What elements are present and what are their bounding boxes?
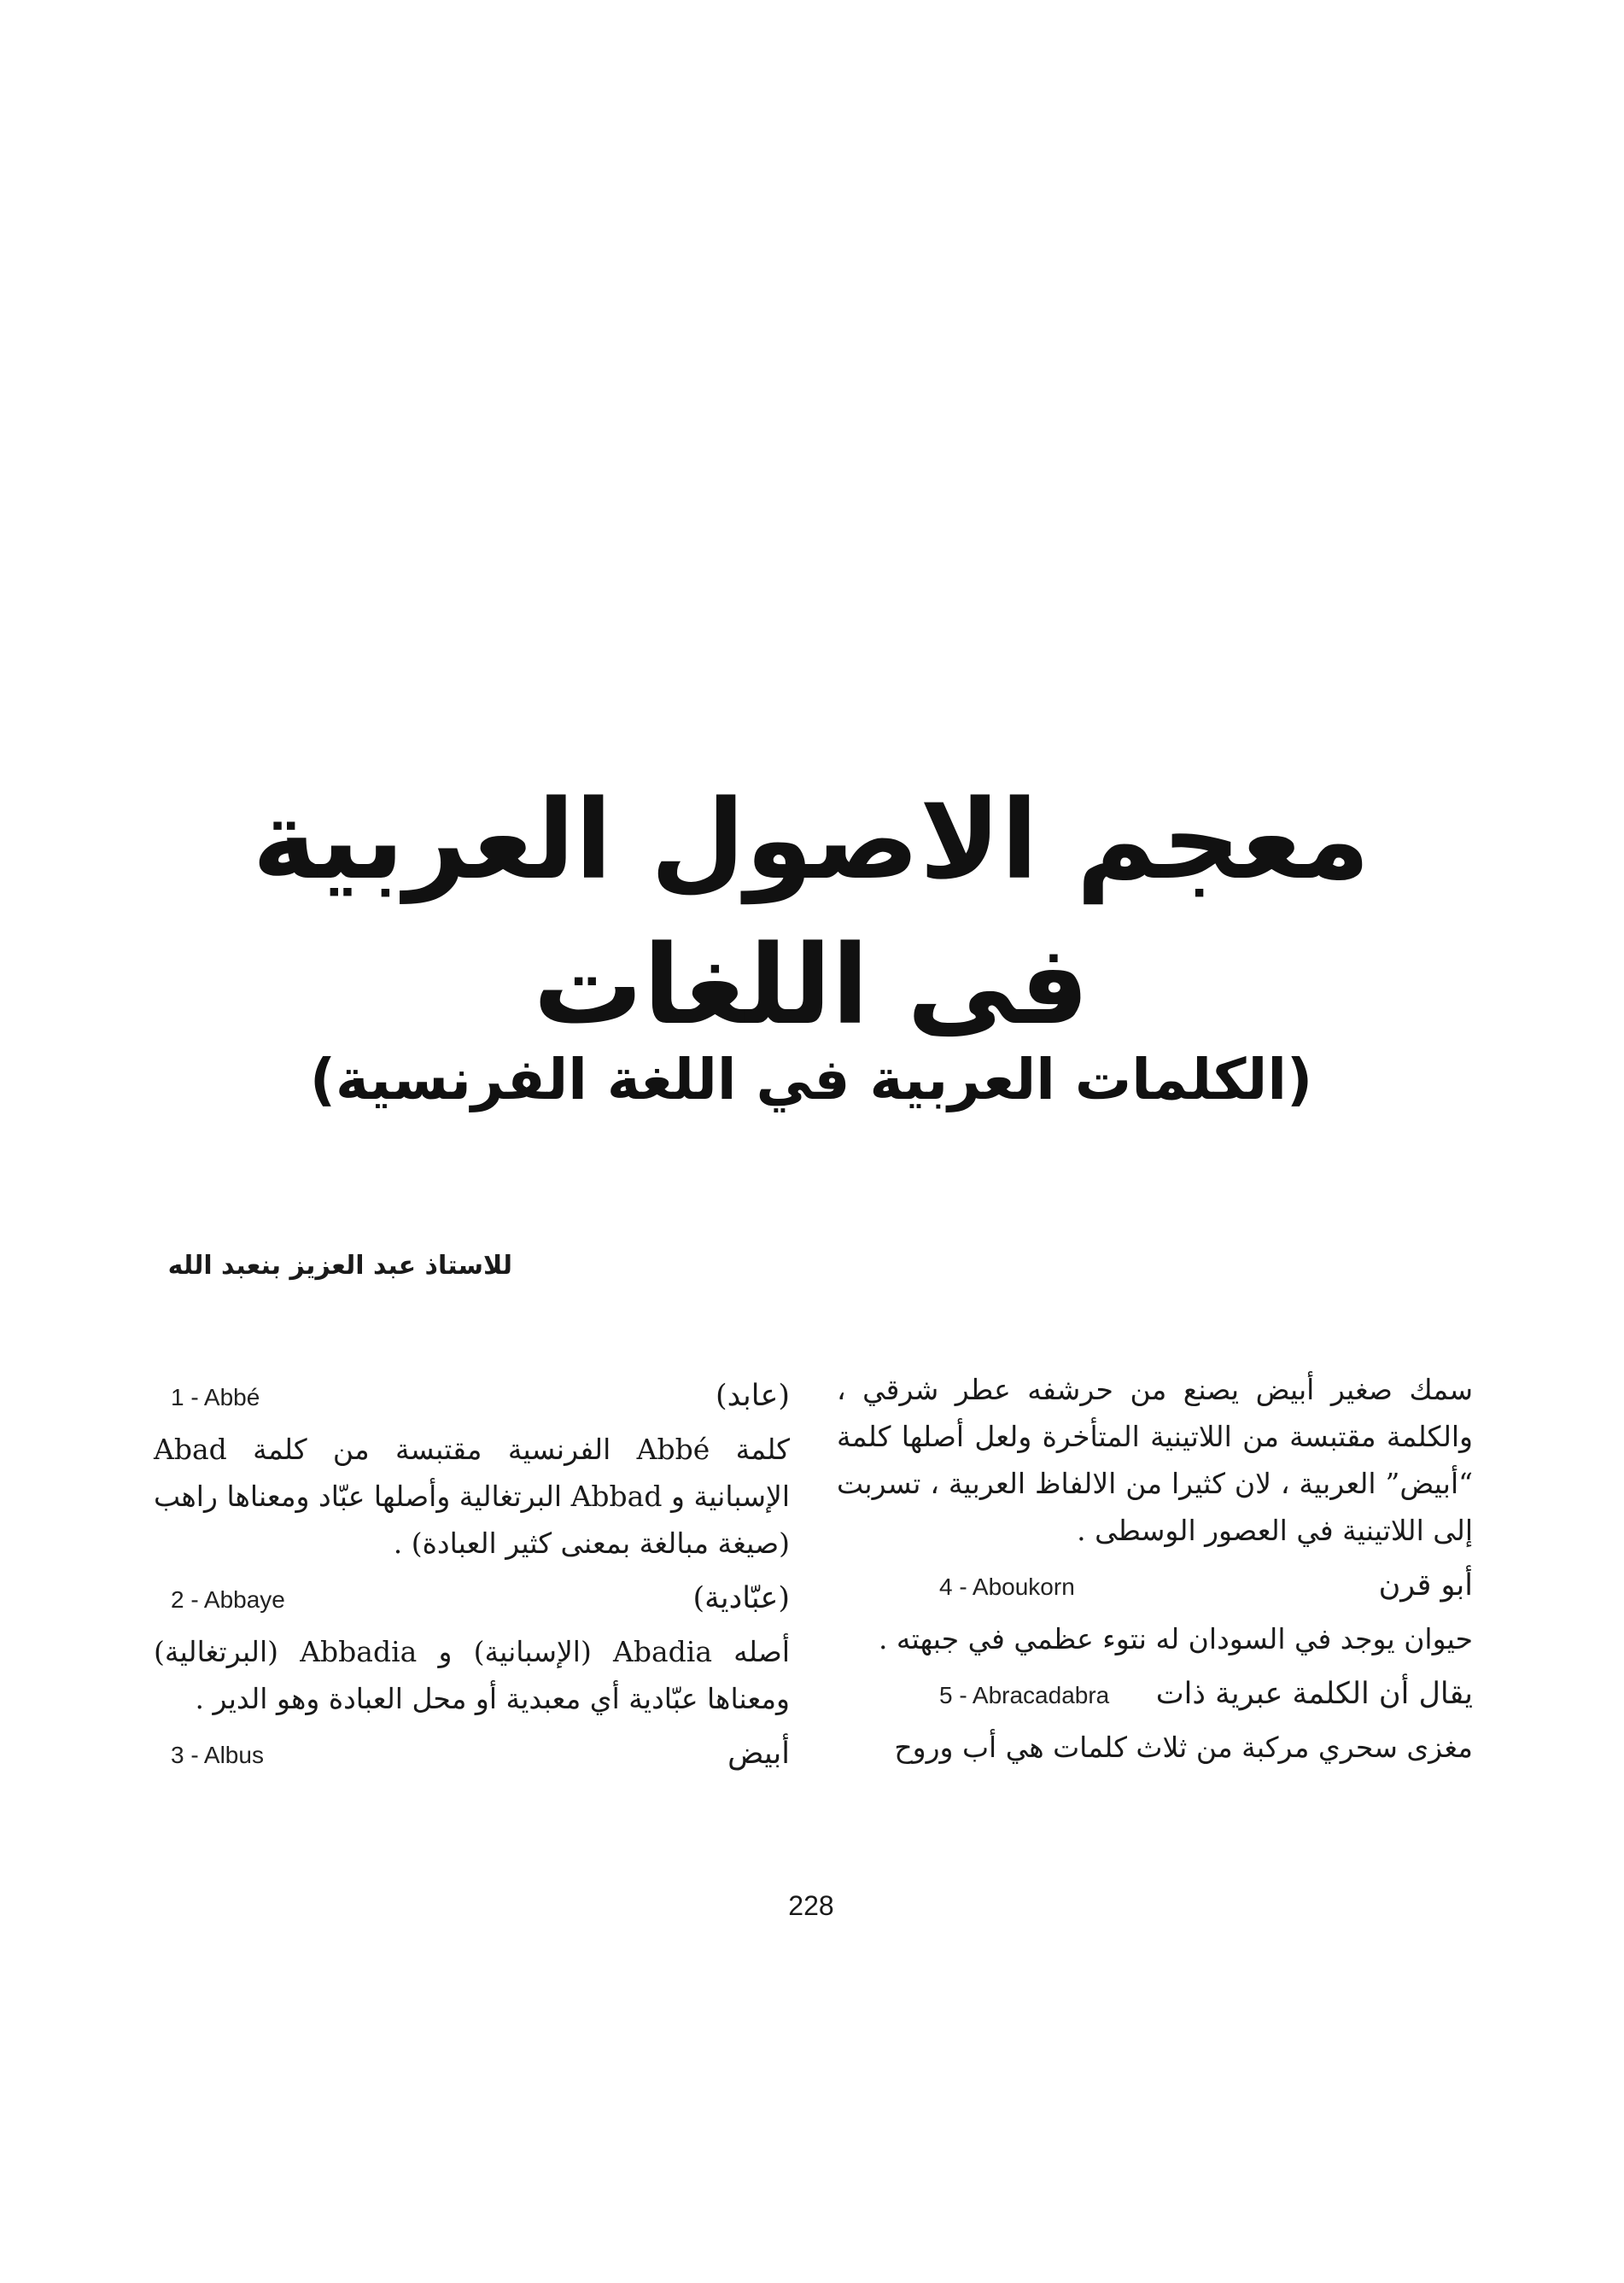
entry-5-latin: 5 - Abracadabra bbox=[939, 1682, 1110, 1708]
page-number: 228 bbox=[788, 1890, 834, 1921]
entry-4-arabic: أبو قرن bbox=[1378, 1568, 1473, 1603]
entry-2-heading bbox=[154, 1574, 790, 1625]
right-column bbox=[837, 1366, 1473, 1778]
entry-3-heading bbox=[154, 1729, 790, 1780]
entry-5-heading bbox=[837, 1669, 1473, 1720]
entry-1-heading bbox=[154, 1371, 790, 1422]
entry-2-arabic: (عبّادية) bbox=[692, 1581, 790, 1615]
entry-4-heading bbox=[837, 1561, 1473, 1612]
entry-5-arabic: يقال أن الكلمة عبرية ذات bbox=[1155, 1677, 1473, 1711]
right-paragraph-3: مغزى سحري مركبة من ثلاث كلمات هي أب وروح bbox=[894, 1731, 1473, 1764]
author-line: للاستاذ عبد العزيز بنعبد الله bbox=[167, 1251, 512, 1281]
left-paragraph-2: أصله Abadia (الإسبانية) و Abbadia (البرتغالية) ومعناها عبّادية أي معبدية أو محل العبادة وهو الدير . bbox=[154, 1635, 790, 1715]
entry-4-latin: 4 - Aboukorn bbox=[939, 1574, 1075, 1600]
page-subtitle: (الكلمات العربية في اللغة الفرنسية) bbox=[309, 1047, 1313, 1112]
entry-1-arabic: (عابد) bbox=[716, 1379, 790, 1413]
page-title: معجم الاصول العربية فى اللغات bbox=[252, 777, 1370, 1049]
entry-3-arabic: أبيض bbox=[727, 1737, 790, 1771]
left-paragraph-1: كلمة Abbé الفرنسية مقتبسة من كلمة Abad الإسبانية و Abbad البرتغالية وأصلها عبّاد ومعناها راهب (صيغة مبالغة بمعنى كثير العبادة) . bbox=[154, 1433, 791, 1560]
entry-3-latin: 3 - Albus bbox=[171, 1742, 264, 1768]
right-paragraph-1: سمك صغير أبيض يصنع من حرشفه عطر شرقي ، والكلمة مقتبسة من اللاتينية المتأخرة ولعل أصلها كلمة “أبيض” العربية ، لان كثيرا من الالفاظ العربية ، تسربت إلى اللاتينية في العصور الوسطى . bbox=[837, 1373, 1473, 1547]
right-paragraph-2: حيوان يوجد في السودان له نتوء عظمي في جبهته . bbox=[878, 1622, 1473, 1655]
entry-2-latin: 2 - Abbaye bbox=[171, 1586, 285, 1613]
left-column bbox=[154, 1366, 790, 1784]
entry-1-latin: 1 - Abbé bbox=[171, 1384, 260, 1410]
